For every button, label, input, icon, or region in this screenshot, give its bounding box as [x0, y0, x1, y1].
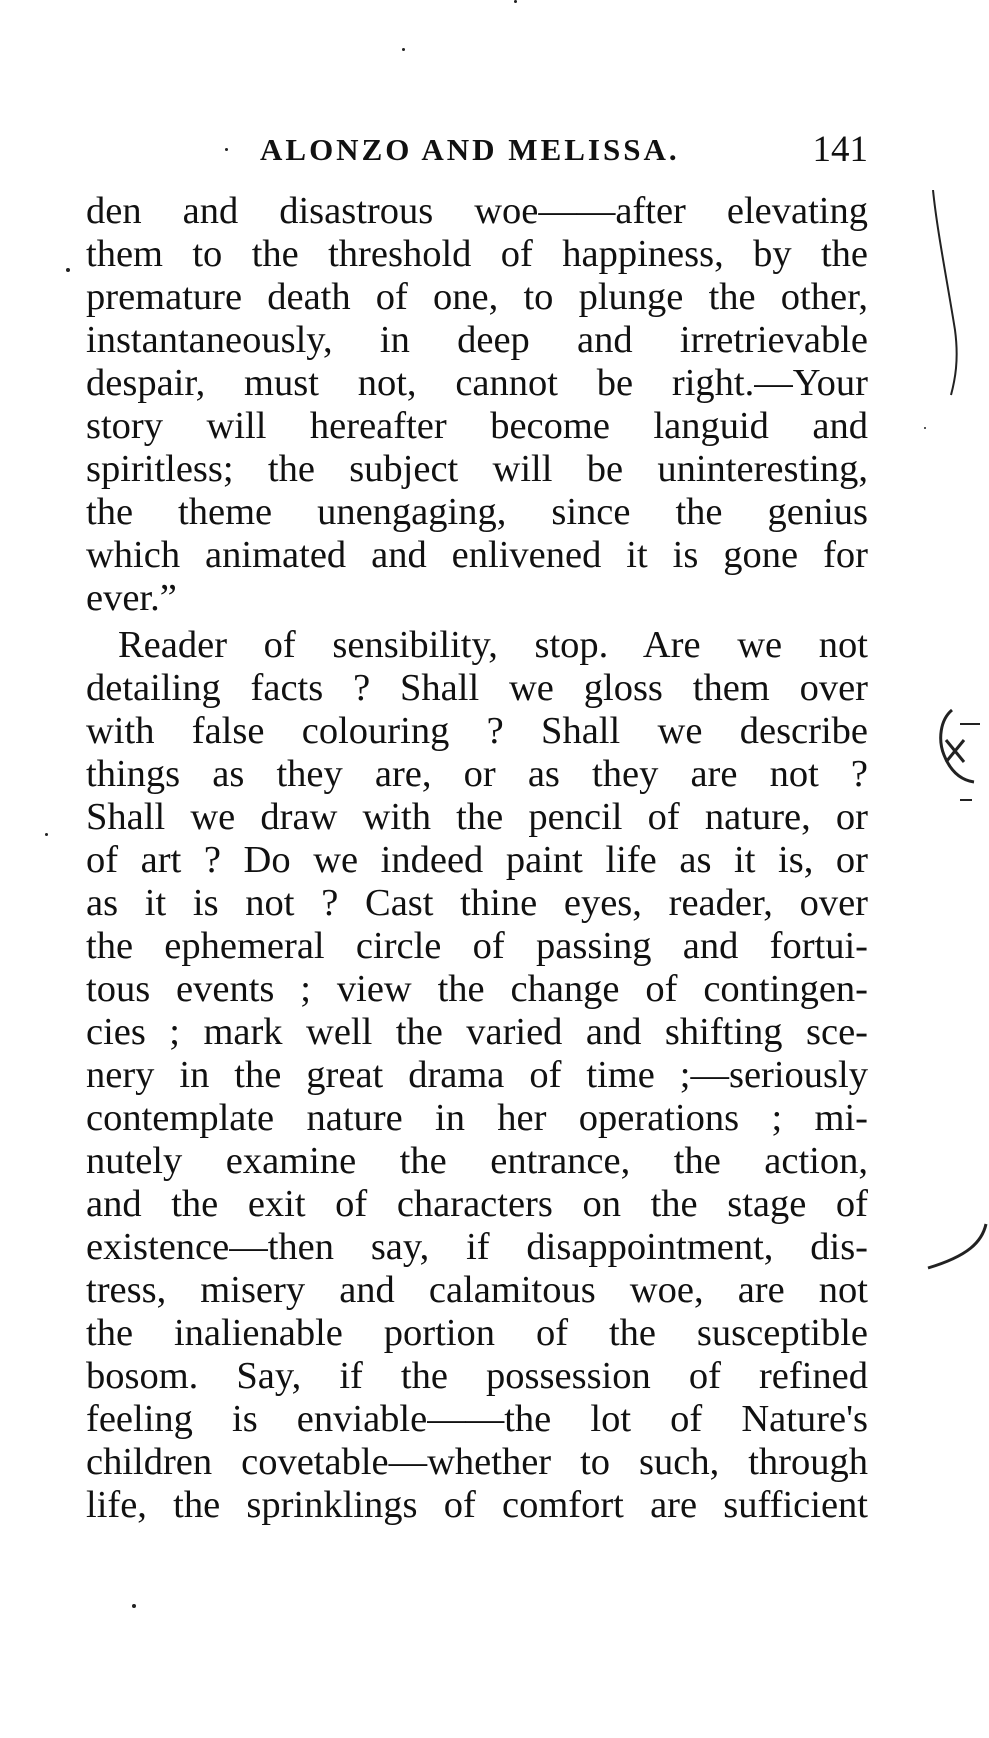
text-line: detailing facts ? Shall we gloss them over — [86, 667, 868, 709]
text-line: Shall we draw with the pencil of nature, or — [86, 796, 868, 838]
text-line: den and disastrous woe——after elevating — [86, 190, 868, 232]
body-text — [86, 190, 868, 1527]
text-line: things as they are, or as they are not ? — [86, 753, 868, 795]
scan-speck — [132, 1604, 136, 1608]
text-line: cies ; mark well the varied and shifting sce- — [86, 1011, 868, 1053]
scan-speck — [45, 833, 48, 836]
text-line: nery in the great drama of time ;—seriously — [86, 1054, 868, 1096]
text-line: which animated and enlivened it is gone for — [86, 534, 868, 576]
text-line: children covetable—whether to such, through — [86, 1441, 868, 1483]
text-line: instantaneously, in deep and irretrievable — [86, 319, 868, 361]
text-line: them to the threshold of happiness, by the — [86, 233, 868, 275]
text-line: the inalienable portion of the susceptible — [86, 1312, 868, 1354]
scan-speck — [402, 48, 405, 51]
margin-swash-mark — [920, 1220, 989, 1280]
running-title: ALONZO AND MELISSA. — [260, 132, 680, 167]
text-line: ever.” — [86, 577, 177, 619]
margin-bracket-mark — [925, 190, 965, 400]
scan-speck — [924, 427, 926, 429]
scan-speck — [66, 268, 70, 272]
text-line: contemplate nature in her operations ; mi- — [86, 1097, 868, 1139]
text-line: despair, must not, cannot be right.—Your — [86, 362, 868, 404]
text-line: the theme unengaging, since the genius — [86, 491, 868, 533]
text-line: and the exit of characters on the stage of — [86, 1183, 868, 1225]
text-line: existence—then say, if disappointment, dis- — [86, 1226, 868, 1268]
text-line: bosom. Say, if the possession of refined — [86, 1355, 868, 1397]
text-line: nutely examine the entrance, the action, — [86, 1140, 868, 1182]
text-line: the ephemeral circle of passing and fortui- — [86, 925, 868, 967]
text-line: with false colouring ? Shall we describe — [86, 710, 868, 752]
scan-speck — [514, 0, 517, 3]
scan-speck — [225, 148, 228, 151]
text-line: tous events ; view the change of contingen- — [86, 968, 868, 1010]
text-line: life, the sprinklings of comfort are sufficient — [86, 1484, 868, 1526]
page-number: 141 — [812, 129, 868, 170]
text-line: feeling is enviable——the lot of Nature's — [86, 1398, 868, 1440]
text-line: premature death of one, to plunge the other, — [86, 276, 868, 318]
text-line: of art ? Do we indeed paint life as it is, or — [86, 839, 868, 881]
text-line: story will hereafter become languid and — [86, 405, 868, 447]
margin-ornament-mark — [930, 700, 985, 810]
text-line: as it is not ? Cast thine eyes, reader, over — [86, 882, 868, 924]
text-line: spiritless; the subject will be uninteresting, — [86, 448, 868, 490]
page-header — [260, 128, 880, 178]
text-line: Reader of sensibility, stop. Are we not — [118, 624, 868, 666]
text-line: tress, misery and calamitous woe, are not — [86, 1269, 868, 1311]
